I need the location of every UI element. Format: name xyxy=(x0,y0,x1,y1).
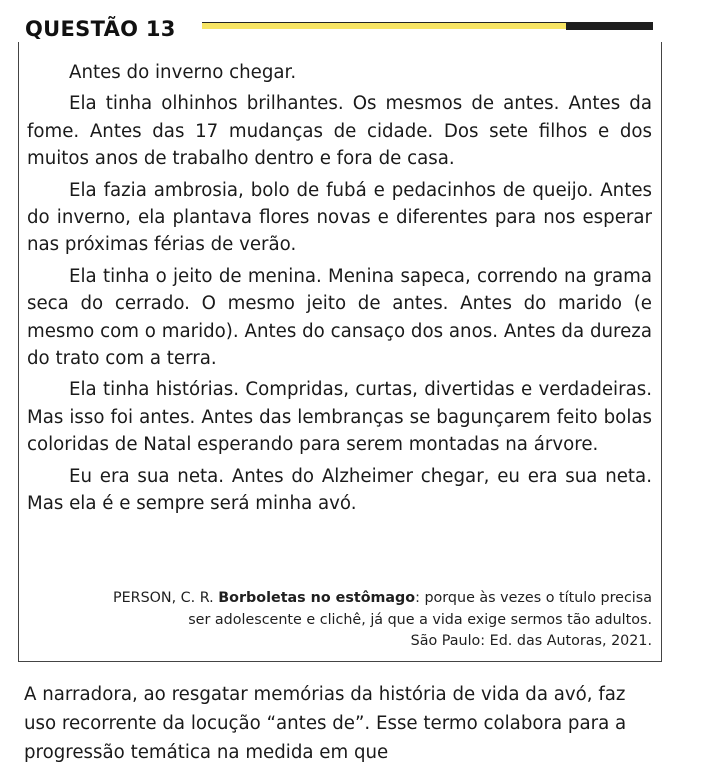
passage-paragraph: Ela tinha olhinhos brilhantes. Os mesmos de antes. Antes da fome. Antes das 17 mudanças de cidade. Dos sete filhos e dos muitos anos de trabalho dentro e fora de casa. xyxy=(27,93,652,170)
passage-paragraph: Eu era sua neta. Antes do Alzheimer chegar, eu era sua neta. Mas ela é e sempre será minha avó. xyxy=(27,465,652,515)
question-header xyxy=(25,14,653,44)
passage xyxy=(27,59,652,522)
reference-subtitle-2: ser adolescente e clichê, já que a vida exige sermos tão adultos. xyxy=(188,611,652,628)
reference-line-1 xyxy=(92,588,652,610)
header-black-bar xyxy=(566,22,653,30)
bibliographic-reference xyxy=(92,588,652,653)
question-number: QUESTÃO 13 xyxy=(25,17,176,41)
passage-paragraph: Ela tinha histórias. Compridas, curtas, divertidas e verdadeiras. Mas isso foi antes. Antes das lembranças se bagunçarem feito bolas coloridas de Natal esperando para serem montadas na árvore. xyxy=(27,379,652,456)
passage-paragraph: Ela tinha o jeito de menina. Menina sapeca, correndo na grama seca do cerrado. O mesmo jeito de antes. Antes do marido (e mesmo com o marido). Antes do cansaço dos anos. Antes da dureza do trato com a terra. xyxy=(27,265,652,370)
reference-subtitle-1: : porque às vezes o título precisa xyxy=(415,590,652,606)
reference-author: PERSON, C. R. xyxy=(112,590,214,606)
reference-publication: São Paulo: Ed. das Autoras, 2021. xyxy=(410,633,652,650)
passage-paragraph: Antes do inverno chegar. xyxy=(69,62,297,83)
header-yellow-bar xyxy=(202,22,568,29)
question-stem: A narradora, ao resgatar memórias da história de vida da avó, faz uso recorrente da locução “antes de”. Esse termo colabora para a progressão temática na medida em que xyxy=(24,684,627,763)
passage-paragraph: Ela fazia ambrosia, bolo de fubá e pedacinhos de queijo. Antes do inverno, ela plantava flores novas e diferentes para nos esperar nas próximas férias de verão. xyxy=(27,179,652,256)
reference-book-title: Borboletas no estômago xyxy=(218,590,416,606)
